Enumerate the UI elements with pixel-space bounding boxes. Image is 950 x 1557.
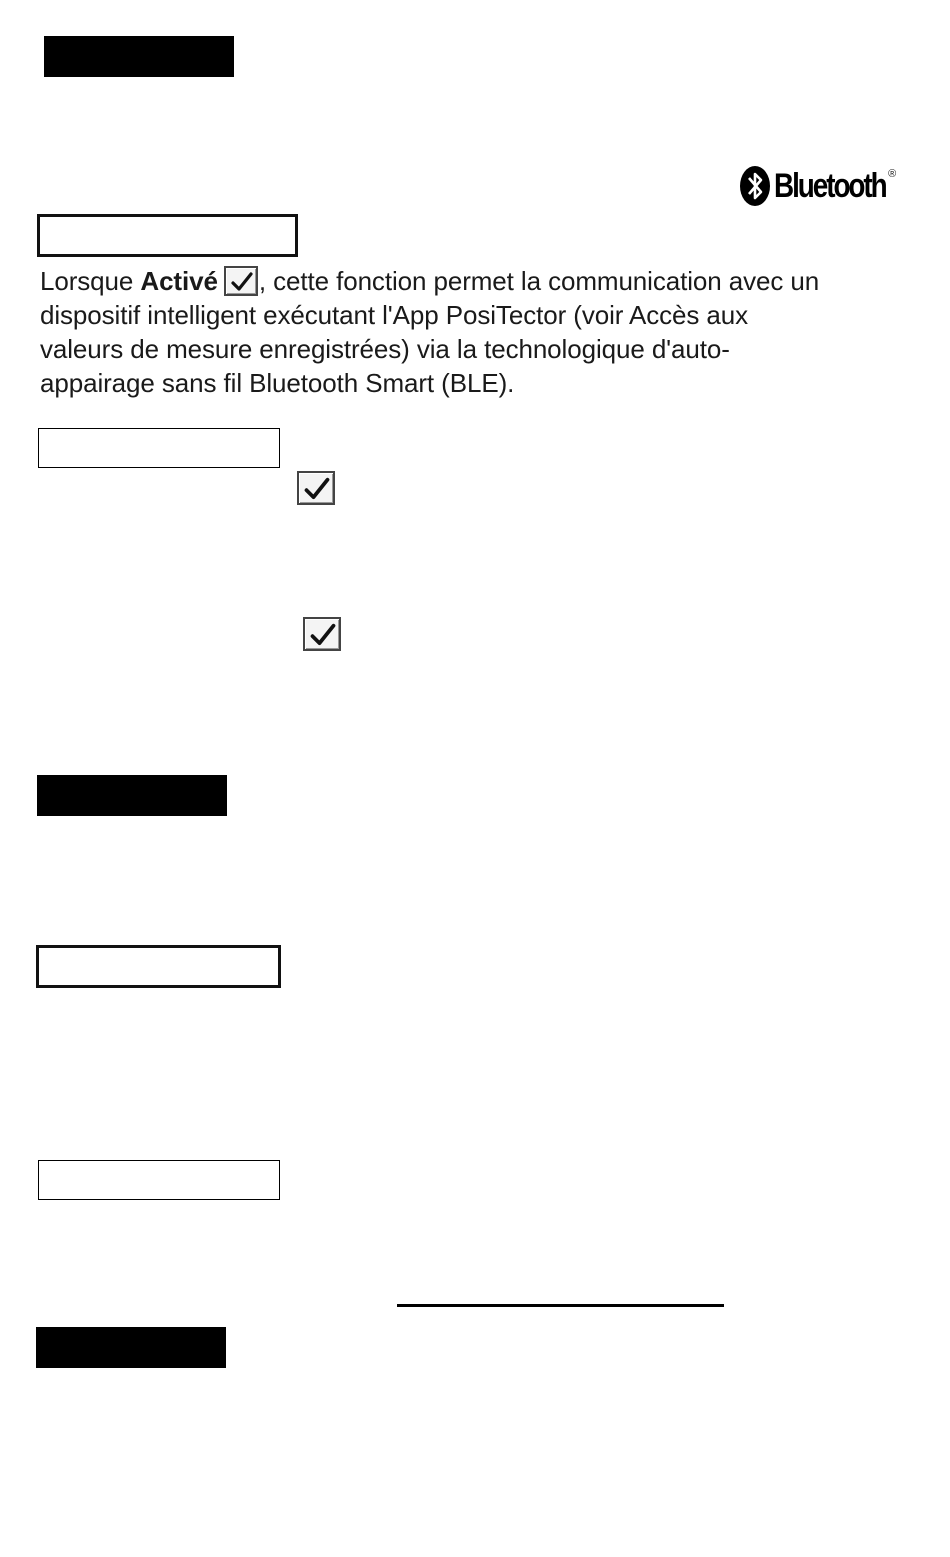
- section-heading-bar-3: [36, 1327, 226, 1368]
- subheading-box-3: [36, 945, 281, 988]
- horizontal-rule: [397, 1304, 724, 1307]
- paragraph-lead: Lorsque: [40, 266, 141, 296]
- subheading-box-4: [38, 1160, 280, 1200]
- section-heading-bar-2: [37, 775, 227, 816]
- enabled-term: Activé: [140, 266, 218, 296]
- trademark-symbol: ®: [888, 168, 897, 180]
- section-heading-bar-1: [44, 36, 234, 77]
- paragraph-line-1-rest: , cette fonction permet la communication avec un: [258, 266, 820, 296]
- bluetooth-wordmark: Bluetooth: [774, 166, 886, 205]
- paragraph-line-3: valeurs de mesure enregistrées) via la technologique d'auto-: [40, 334, 730, 364]
- bluetooth-icon: [740, 166, 770, 206]
- subheading-box-2: [38, 428, 280, 468]
- checkbox-checked-icon: [297, 471, 335, 505]
- checkbox-checked-icon: [224, 266, 258, 296]
- subheading-box-1: [37, 214, 298, 257]
- bluetooth-logo: [740, 163, 910, 209]
- paragraph-line-4: appairage sans fil Bluetooth Smart (BLE).: [40, 368, 515, 398]
- paragraph-line-1: [40, 264, 920, 298]
- description-paragraph: [40, 264, 920, 400]
- checkbox-checked-icon: [303, 617, 341, 651]
- paragraph-line-2: dispositif intelligent exécutant l'App PosiTector (voir Accès aux: [40, 300, 749, 330]
